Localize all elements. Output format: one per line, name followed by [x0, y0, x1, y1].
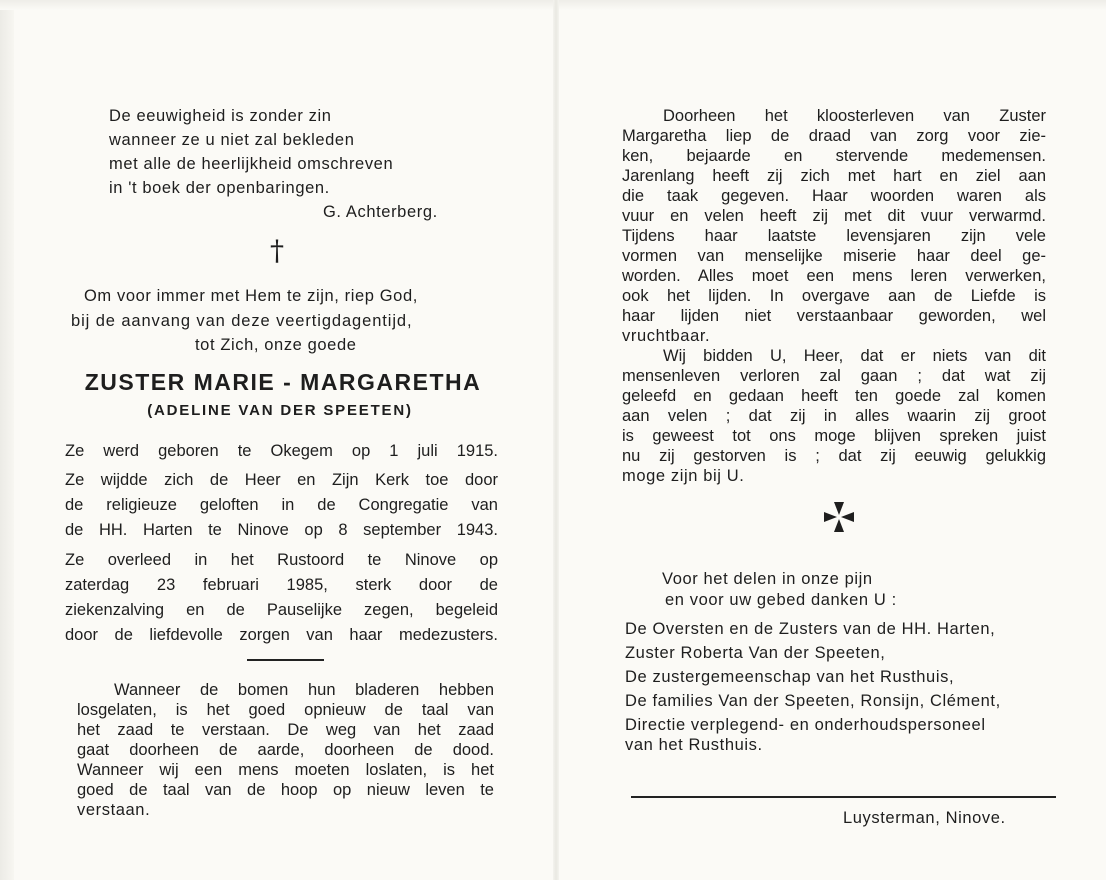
thanks-name: De families Van der Speeten, Ronsijn, Clément, — [625, 692, 1001, 710]
paragraph-line: het zaad te verstaan. De weg van het zaad — [77, 721, 494, 739]
intro-line: bij de aanvang van deze veertigdagentijd, — [71, 312, 413, 330]
bio-line: Ze overleed in het Rustoord te Ninove op — [65, 551, 498, 569]
bio-line: door de liefdevolle zorgen van haar medezusters. — [65, 626, 498, 644]
intro-line: tot Zich, onze goede — [195, 336, 357, 354]
paragraph-line: worden. Alles moet een mens leren verwerken, — [622, 267, 1046, 285]
paragraph-line: goed de taal van de hoop op nieuw leven te — [77, 781, 494, 799]
divider — [631, 796, 1056, 798]
divider — [247, 659, 324, 661]
paper-edge-left — [0, 0, 14, 880]
paragraph-line: losgelaten, is het goed opnieuw de taal van — [77, 701, 494, 719]
poem-line: met alle de heerlijkheid omschreven — [109, 155, 394, 173]
paragraph-line: die taak gegeven. Haar woorden waren als — [622, 187, 1046, 205]
poem-line: in 't boek der openbaringen. — [109, 179, 330, 197]
thanks-intro-line: en voor uw gebed danken U : — [665, 591, 897, 609]
thanks-name: De zustergemeenschap van het Rusthuis, — [625, 668, 955, 686]
poem-line: wanneer ze u niet zal bekleden — [109, 131, 355, 149]
birth-name: (ADELINE VAN DER SPEETEN) — [147, 402, 413, 419]
bio-born: Ze werd geboren te Okegem op 1 juli 1915. — [65, 442, 498, 460]
bio-line: de HH. Harten te Ninove op 8 september 1943. — [65, 521, 498, 539]
bio-line: de religieuze geloften in de Congregatie van — [65, 496, 498, 514]
printer-credit: Luysterman, Ninove. — [843, 809, 1006, 827]
paragraph-line: Wij bidden U, Heer, dat er niets van dit — [663, 347, 1046, 365]
bio-line: ziekenzalving en de Pauselijke zegen, begeleid — [65, 601, 498, 619]
thanks-name: Zuster Roberta Van der Speeten, — [625, 644, 886, 662]
thanks-name: Directie verplegend- en onderhoudspersoneel — [625, 716, 986, 734]
bio-line: Ze wijdde zich de Heer en Zijn Kerk toe door — [65, 471, 498, 489]
paragraph-line: vruchtbaar. — [622, 327, 711, 345]
poem-line: De eeuwigheid is zonder zin — [109, 107, 332, 125]
maltese-cross-icon — [822, 500, 856, 534]
paragraph-line: Doorheen het kloosterleven van Zuster — [663, 107, 1046, 125]
bio-line: zaterdag 23 februari 1985, sterk door de — [65, 576, 498, 594]
paragraph-line: ken, bejaarde en stervende medemensen. — [622, 147, 1046, 165]
paragraph-line: aan velen ; dat zij in alles waarin zij groot — [622, 407, 1046, 425]
paragraph-line: verstaan. — [77, 801, 151, 819]
paragraph-line: nu zij gestorven is ; dat zij eeuwig gelukkig — [622, 447, 1046, 465]
paragraph-line: gaat doorheen de aarde, doorheen de dood. — [77, 741, 494, 759]
paragraph-line: geleefd en gedaan heeft ten goede zal komen — [622, 387, 1046, 405]
paragraph-line: haar lijden niet verstaanbaar geworden, wel — [622, 307, 1046, 325]
paragraph-line: ook het lijden. In overgave aan de Liefde is — [622, 287, 1046, 305]
paragraph-line: Wanneer wij een mens moeten loslaten, is het — [77, 761, 494, 779]
center-fold — [553, 0, 559, 880]
paragraph-line: vuur en velen heeft zij met dit vuur verwarmd. — [622, 207, 1046, 225]
intro-line: Om voor immer met Hem te zijn, riep God, — [84, 287, 418, 305]
paragraph-line: Wanneer de bomen hun bladeren hebben — [114, 681, 494, 699]
paragraph-line: moge zijn bij U. — [622, 467, 745, 485]
paragraph-line: is geweest tot ons moge blijven spreken juist — [622, 427, 1046, 445]
paragraph-line: Margaretha liep de draad van zorg voor zie- — [622, 127, 1046, 145]
paragraph-line: mensenleven verloren zal gaan ; dat wat zij — [622, 367, 1046, 385]
paragraph-line: Jarenlang heeft zij zich met hart en ziel aan — [622, 167, 1046, 185]
thanks-name: van het Rusthuis. — [625, 736, 763, 754]
poem-author: G. Achterberg. — [323, 203, 438, 221]
paragraph-line: Tijdens haar laatste levensjaren zijn vele — [622, 227, 1046, 245]
deceased-name: ZUSTER MARIE - MARGARETHA — [84, 369, 482, 395]
paragraph-line: vormen van menselijke miserie haar deel ge- — [622, 247, 1046, 265]
thanks-name: De Oversten en de Zusters van de HH. Harten, — [625, 620, 996, 638]
cross-icon: † — [270, 234, 284, 267]
thanks-intro-line: Voor het delen in onze pijn — [662, 570, 873, 588]
